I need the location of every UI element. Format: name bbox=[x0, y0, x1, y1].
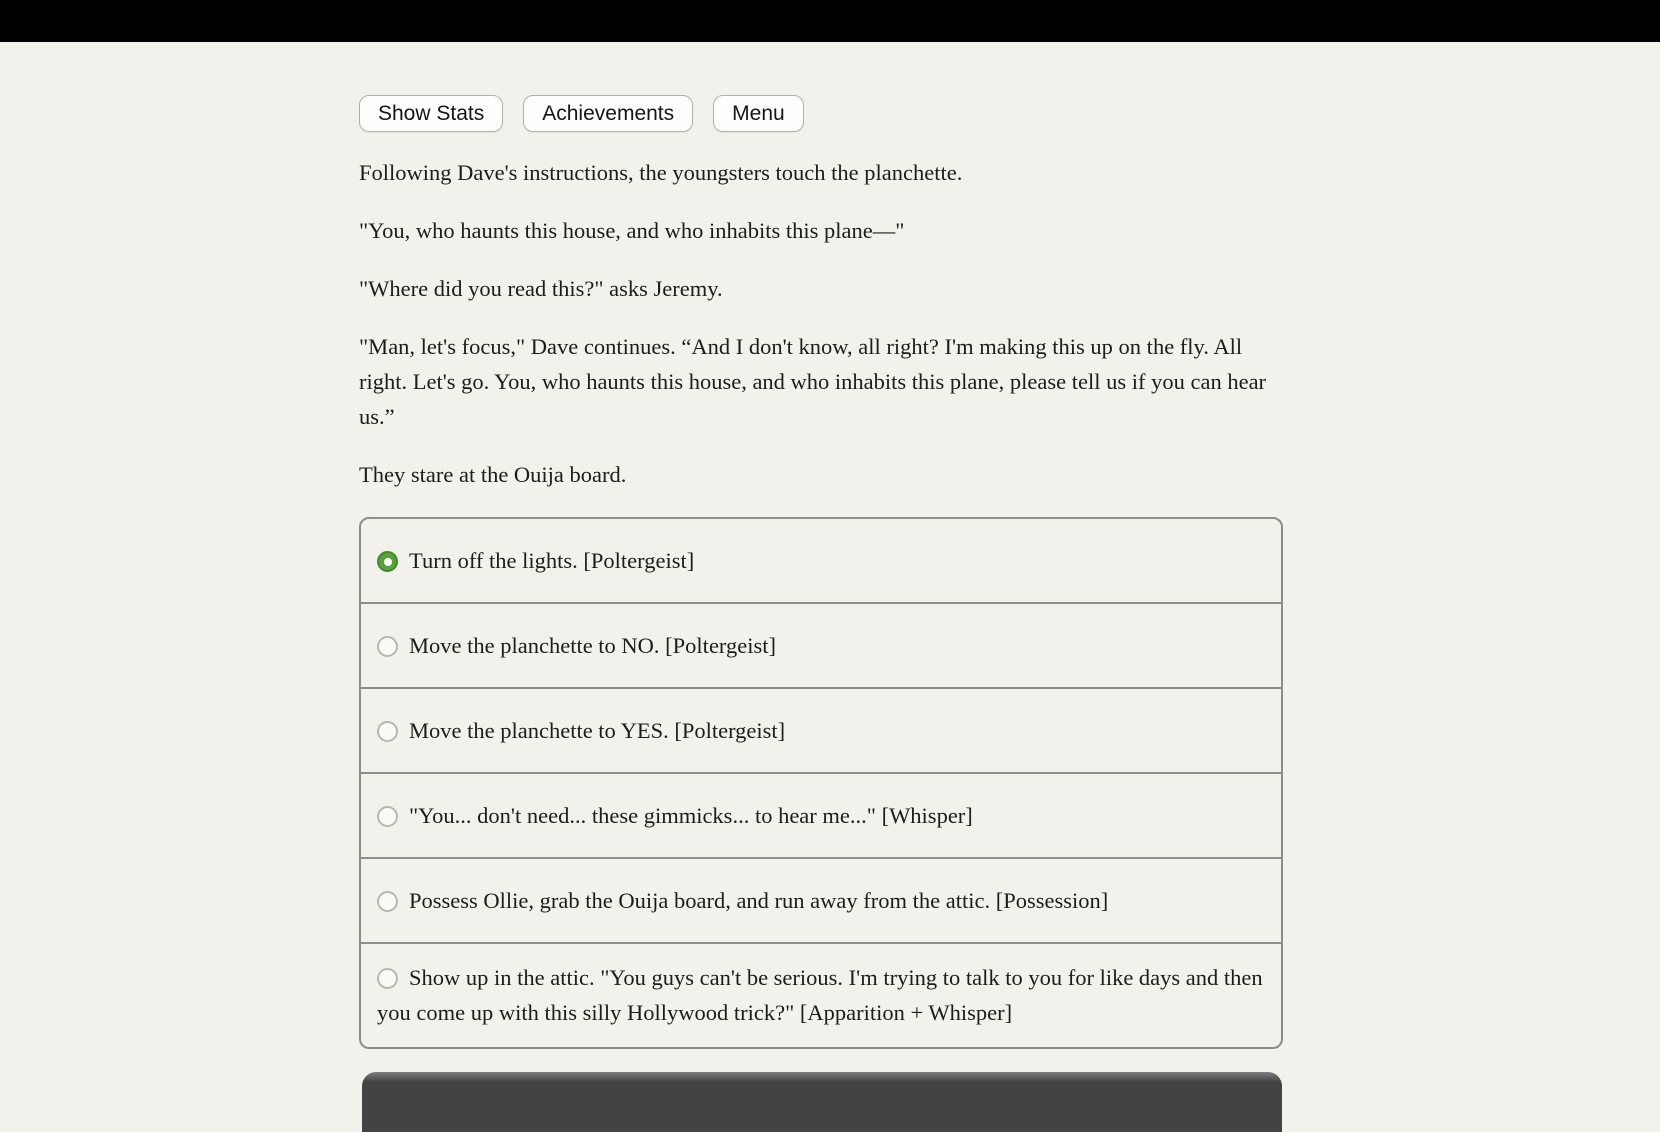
story-paragraph: They stare at the Ouija board. bbox=[359, 462, 627, 487]
story-paragraph: "Where did you read this?" asks Jeremy. bbox=[359, 276, 723, 301]
show-stats-button[interactable]: Show Stats bbox=[359, 95, 503, 132]
choice-option-possess-ollie[interactable] bbox=[361, 857, 1281, 942]
choice-option-whisper[interactable] bbox=[361, 772, 1281, 857]
choice-label: Move the planchette to NO. [Poltergeist] bbox=[409, 633, 776, 658]
radio-button-icon[interactable] bbox=[377, 806, 398, 827]
story-paragraph: "Man, let's focus," Dave continues. “And I don't know, all right? I'm making this up on the fly. All right. Let's go. You, who haunts this house, and who inhabits this plane, please tell us if you can hear us.” bbox=[359, 334, 1267, 429]
choice-option-planchette-no[interactable] bbox=[361, 602, 1281, 687]
radio-button-icon[interactable] bbox=[377, 891, 398, 912]
choice-label: Show up in the attic. "You guys can't be serious. I'm trying to talk to you for like days and then you come up with this silly Hollywood trick?" [Apparition + Whisper] bbox=[377, 965, 1263, 1025]
choice-label: Move the planchette to YES. [Poltergeist] bbox=[409, 718, 786, 743]
achievements-button[interactable]: Achievements bbox=[523, 95, 693, 132]
choice-label: "You... don't need... these gimmicks... to hear me..." [Whisper] bbox=[409, 803, 973, 828]
game-content bbox=[359, 42, 1283, 1049]
story-paragraph: "You, who haunts this house, and who inhabits this plane—" bbox=[359, 218, 905, 243]
choice-option-planchette-yes[interactable] bbox=[361, 687, 1281, 772]
menu-button[interactable]: Menu bbox=[713, 95, 804, 132]
choice-option-turn-off-lights[interactable] bbox=[361, 519, 1281, 602]
radio-button-selected-icon[interactable] bbox=[377, 551, 398, 572]
choice-list bbox=[359, 517, 1283, 1049]
story-text bbox=[359, 155, 1283, 492]
top-bar bbox=[0, 0, 1660, 42]
next-button[interactable] bbox=[362, 1072, 1282, 1132]
choice-option-show-up-attic[interactable] bbox=[361, 942, 1281, 1047]
radio-button-icon[interactable] bbox=[377, 968, 398, 989]
toolbar bbox=[359, 95, 1283, 132]
story-paragraph: Following Dave's instructions, the youngsters touch the planchette. bbox=[359, 160, 963, 185]
choice-label: Turn off the lights. [Poltergeist] bbox=[409, 548, 695, 573]
radio-button-icon[interactable] bbox=[377, 636, 398, 657]
choice-label: Possess Ollie, grab the Ouija board, and run away from the attic. [Possession] bbox=[409, 888, 1109, 913]
radio-button-icon[interactable] bbox=[377, 721, 398, 742]
